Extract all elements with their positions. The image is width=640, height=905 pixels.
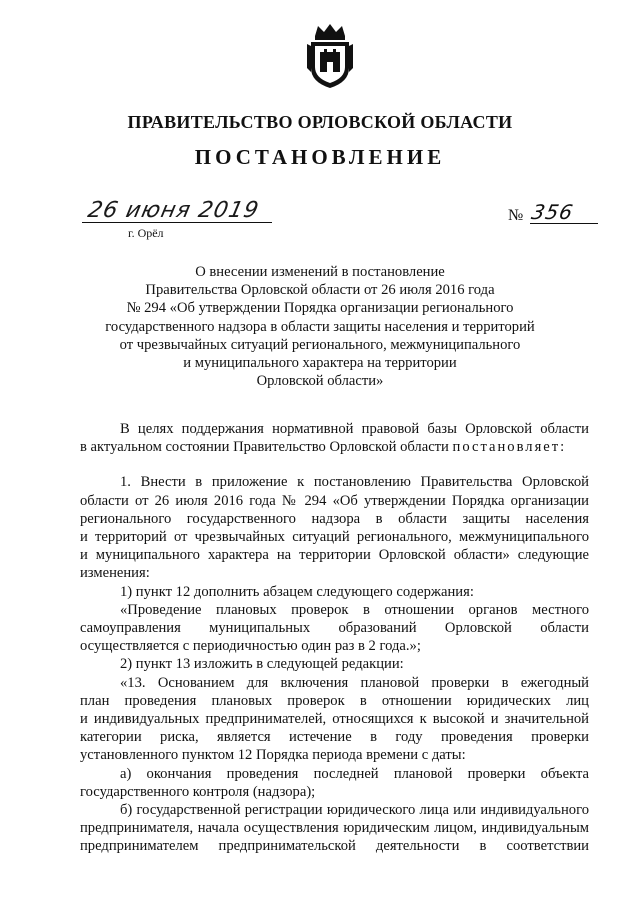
quote-line: «13. Основанием для включения плановой проверки в ежегодный: [120, 674, 589, 691]
amendment-item-2: 2) пункт 13 изложить в следующей редакции:: [120, 656, 404, 673]
subject-line: государственного надзора в области защиты населения и территорий: [105, 318, 535, 335]
handwritten-date: 26 июня 2019: [85, 198, 262, 223]
document-body: [80, 420, 589, 856]
coat-of-arms-icon: [307, 22, 353, 90]
amendment-item-1: 1) пункт 12 дополнить абзацем следующего содержания:: [120, 583, 474, 600]
quote-line: «Проведение плановых проверок в отношении органов местного: [120, 601, 589, 618]
quote-line: и индивидуальных предпринимателей, относящихся к высокой и значительной: [80, 711, 589, 728]
subitem-a-line: а) окончания проведения последней плановой проверки объекта: [120, 765, 589, 782]
paragraph-line: 1. Внести в приложение к постановлению Правительства Орловской: [120, 474, 589, 491]
quote-line: установленного пунктом 12 Порядка периода времени с даты:: [80, 747, 466, 764]
subject-line: Орловской области»: [256, 373, 384, 390]
paragraph-line: и муниципального характера на территории Орловской области» следующие: [80, 547, 589, 564]
number-underline: [530, 223, 598, 224]
subject-line: от чрезвычайных ситуаций регионального, межмуниципального: [119, 336, 521, 353]
subitem-b-line: предпринимателем предпринимательской деятельности в соответствии: [80, 838, 589, 855]
intro-line: В целях поддержания нормативной правовой базы Орловской области: [120, 421, 589, 437]
document-type: ПОСТАНОВЛЕНИЕ: [194, 145, 446, 169]
date-underline: [82, 222, 272, 223]
quote-line: осуществляется с периодичностью один раз в 2 года.»;: [80, 638, 421, 655]
city-label: г. Орёл: [128, 226, 164, 240]
paragraph-line: области от 26 июля 2016 года № 294 «Об утверждении Порядка организации: [80, 492, 589, 509]
quote-line: план проведения плановых проверок в отношении юридических лиц: [80, 692, 589, 709]
paragraph-line: регионального государственного надзора в области защиты населения: [80, 510, 589, 527]
subitem-a-line: государственного контроля (надзора);: [80, 783, 316, 800]
subitem-b-line: б) государственной регистрации юридического лица или индивидуального: [120, 802, 589, 819]
document-subject: [90, 263, 550, 390]
handwritten-number: 356: [529, 200, 576, 224]
subitem-b-line: предпринимателя, начала осуществления юридическим лицом, индивидуальным: [80, 820, 589, 837]
organization-title: ПРАВИТЕЛЬСТВО ОРЛОВСКОЙ ОБЛАСТИ: [127, 112, 513, 132]
paragraph-line: изменения:: [80, 565, 150, 582]
decree-verb: постановляет:: [452, 439, 567, 456]
paragraph-line: и территорий от чрезвычайных ситуаций регионального, межмуниципального: [80, 529, 589, 546]
subject-line: № 294 «Об утверждении Порядка организации регионального: [126, 300, 514, 317]
subject-line: Правительства Орловской области от 26 июля 2016 года: [145, 282, 495, 299]
intro-line: в актуальном состоянии Правительство Орловской области постановляет:: [80, 439, 567, 456]
subject-line: и муниципального характера на территории: [183, 355, 457, 372]
quote-line: категории риска, является истечение в году проведения проверки: [80, 729, 589, 746]
quote-line: самоуправления муниципальных образований Орловской области: [80, 620, 589, 637]
subject-line: О внесении изменений в постановление: [195, 264, 445, 280]
number-label: №: [508, 207, 524, 224]
